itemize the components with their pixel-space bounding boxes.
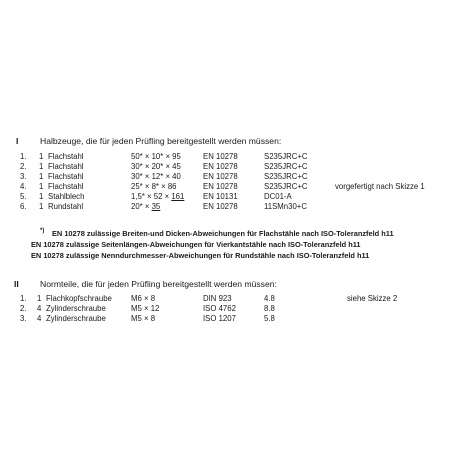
dims-text: 1,5* × 52 × bbox=[131, 192, 172, 201]
dims-text: 20* × bbox=[131, 202, 152, 211]
table-row-qty: 4 bbox=[37, 304, 42, 313]
table-row-num: 3. bbox=[20, 314, 27, 323]
dims-underlined: 35 bbox=[151, 202, 161, 211]
table-row-norm: EN 10278 bbox=[203, 182, 238, 191]
table-row-norm: ISO 1207 bbox=[203, 314, 236, 323]
table-row-material: DC01-A bbox=[264, 192, 292, 201]
table-row-qty: 1 bbox=[39, 202, 44, 211]
table-row-dims: 30* × 20* × 45 bbox=[131, 162, 181, 171]
table-row-dims: M5 × 8 bbox=[131, 314, 156, 323]
section-1-number: I bbox=[16, 136, 19, 146]
table-row-num: 2. bbox=[20, 162, 27, 171]
table-row-num: 3. bbox=[20, 172, 27, 181]
table-row-norm: EN 10278 bbox=[203, 172, 238, 181]
table-row-qty: 1 bbox=[39, 192, 44, 201]
table-row-dims: M5 × 12 bbox=[131, 304, 160, 313]
table-row-norm: EN 10278 bbox=[203, 162, 238, 171]
footnote-line-3: EN 10278 zulässige Nenndurchmesser-Abweichungen für Rundstähle nach ISO-Toleranzfeld h11 bbox=[31, 251, 370, 260]
table-row-dims: 25* × 8* × 86 bbox=[131, 182, 177, 191]
section-2-heading: Normteile, die für jeden Prüfling bereitgestellt werden müssen: bbox=[40, 279, 277, 289]
table-row-norm: EN 10278 bbox=[203, 202, 238, 211]
table-row-name: Stahlblech bbox=[48, 192, 85, 201]
table-row-num: 1. bbox=[20, 294, 27, 303]
table-row-name: Flachstahl bbox=[48, 162, 84, 171]
table-row-qty: 1 bbox=[39, 152, 44, 161]
table-row-grade: 8.8 bbox=[264, 304, 275, 313]
table-row-dims: M6 × 8 bbox=[131, 294, 156, 303]
table-row-num: 5. bbox=[20, 192, 27, 201]
table-row-name: Flachkopfschraube bbox=[46, 294, 112, 303]
table-row-norm: DIN 923 bbox=[203, 294, 232, 303]
table-row-material: S235JRC+C bbox=[264, 162, 308, 171]
footnote-line-1: EN 10278 zulässige Breiten-und Dicken-Abweichungen für Flachstähle nach ISO-Toleranzfeld h11 bbox=[52, 229, 394, 238]
table-row-norm: ISO 4762 bbox=[203, 304, 236, 313]
table-row-qty: 1 bbox=[39, 162, 44, 171]
section-1-heading: Halbzeuge, die für jeden Prüfling bereitgestellt werden müssen: bbox=[40, 136, 282, 146]
table-row-grade: 5.8 bbox=[264, 314, 275, 323]
table-row-name: Flachstahl bbox=[48, 182, 84, 191]
table-row-name: Rundstahl bbox=[48, 202, 84, 211]
table-row-dims: 30* × 12* × 40 bbox=[131, 172, 181, 181]
table-row-name: Zylinderschraube bbox=[46, 304, 106, 313]
table-row-num: 4. bbox=[20, 182, 27, 191]
table-row-name: Flachstahl bbox=[48, 152, 84, 161]
table-row-grade: 4.8 bbox=[264, 294, 275, 303]
table-row-dims bbox=[131, 192, 184, 202]
table-row-qty: 4 bbox=[37, 314, 42, 323]
table-row-material: 11SMn30+C bbox=[264, 202, 307, 211]
table-row-num: 1. bbox=[20, 152, 27, 161]
table-row-dims: 50* × 10* × 95 bbox=[131, 152, 181, 161]
table-row-num: 6. bbox=[20, 202, 27, 211]
table-row-material: S235JRC+C bbox=[264, 152, 308, 161]
table-row-dims bbox=[131, 202, 160, 212]
table-row-name: Zylinderschraube bbox=[46, 314, 106, 323]
table-row-qty: 1 bbox=[39, 182, 44, 191]
table-row-material: S235JRC+C bbox=[264, 182, 308, 191]
footnote-mark: *) bbox=[40, 228, 45, 234]
table-row-norm: EN 10131 bbox=[203, 192, 238, 201]
table-row-num: 2. bbox=[20, 304, 27, 313]
table-row-norm: EN 10278 bbox=[203, 152, 238, 161]
footnote-line-2: EN 10278 zulässige Seitenlängen-Abweichungen für Vierkantstähle nach ISO-Toleranzfeld h11 bbox=[31, 240, 361, 249]
table-row-qty: 1 bbox=[37, 294, 42, 303]
table-row-name: Flachstahl bbox=[48, 172, 84, 181]
table-row-remark: vorgefertigt nach Skizze 1 bbox=[335, 182, 425, 191]
table-row-remark: siehe Skizze 2 bbox=[347, 294, 398, 303]
section-2-number: II bbox=[14, 279, 19, 289]
table-row-qty: 1 bbox=[39, 172, 44, 181]
dims-underlined: 161 bbox=[171, 192, 185, 201]
table-row-material: S235JRC+C bbox=[264, 172, 308, 181]
